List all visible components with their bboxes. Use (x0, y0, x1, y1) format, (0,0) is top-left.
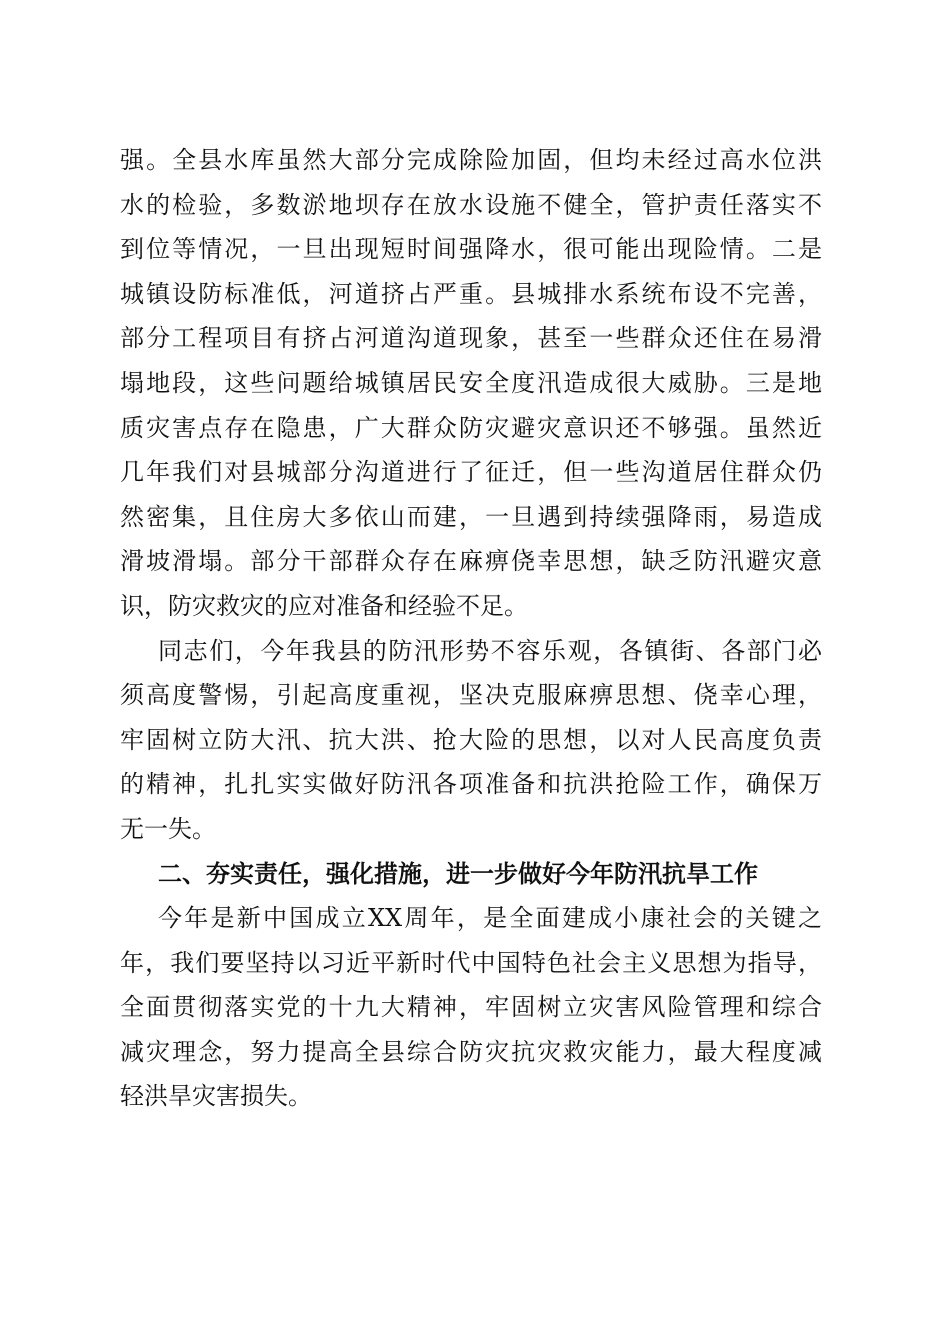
text-line: 然密集，且住房大多依山而建，一旦遇到持续强降雨，易造成 (120, 502, 822, 531)
text-line: 到位等情况，一旦出现短时间强降水，很可能出现险情。二是 (120, 235, 822, 264)
text-line: 年，我们要坚持以习近平新时代中国特色社会主义思想为指导， (120, 948, 822, 977)
text-line: 须高度警惕，引起高度重视，坚决克服麻痹思想、侥幸心理， (120, 681, 822, 710)
text-line: 的精神，扎扎实实做好防汛各项准备和抗洪抢险工作，确保万 (120, 770, 822, 799)
text-line: 几年我们对县城部分沟道进行了征迁，但一些沟道居住群众仍 (120, 458, 822, 487)
document-page (120, 138, 822, 1119)
heading-text: 二、夯实责任，强化措施，进一步做好今年防汛抗旱工作 (158, 859, 758, 888)
text-line: 无一失。 (120, 814, 216, 843)
paragraph-1 (120, 138, 822, 629)
text-line: 城镇设防标准低，河道挤占严重。县城排水系统布设不完善， (120, 279, 822, 308)
text-line: 强。全县水库虽然大部分完成除险加固，但均未经过高水位洪 (120, 146, 822, 174)
text-line: 滑坡滑塌。部分干部群众存在麻痹侥幸思想，缺乏防汛避灾意 (120, 547, 822, 576)
text-line: 牢固树立防大汛、抗大洪、抢大险的思想，以对人民高度负责 (120, 725, 822, 754)
text-line: 识，防灾救灾的应对准备和经验不足。 (120, 591, 528, 620)
paragraph-2 (120, 629, 822, 852)
text-line: 轻洪旱灾害损失。 (120, 1082, 312, 1111)
paragraph-3 (120, 896, 822, 1119)
text-line: 减灾理念，努力提高全县综合防灾抗灾救灾能力，最大程度减 (120, 1037, 822, 1066)
text-line: 水的检验，多数淤地坝存在放水设施不健全，管护责任落实不 (120, 190, 822, 219)
text-line: 质灾害点存在隐患，广大群众防灾避灾意识还不够强。虽然近 (120, 413, 822, 442)
text-line: 今年是新中国成立XX周年，是全面建成小康社会的关键之 (158, 904, 822, 933)
text-line: 塌地段，这些问题给城镇居民安全度汛造成很大威胁。三是地 (120, 368, 822, 397)
text-line: 全面贯彻落实党的十九大精神，牢固树立灾害风险管理和综合 (120, 993, 822, 1022)
section-heading (120, 852, 822, 897)
text-line: 同志们，今年我县的防汛形势不容乐观，各镇街、各部门必 (158, 636, 822, 665)
text-line: 部分工程项目有挤占河道沟道现象，甚至一些群众还住在易滑 (120, 324, 822, 353)
